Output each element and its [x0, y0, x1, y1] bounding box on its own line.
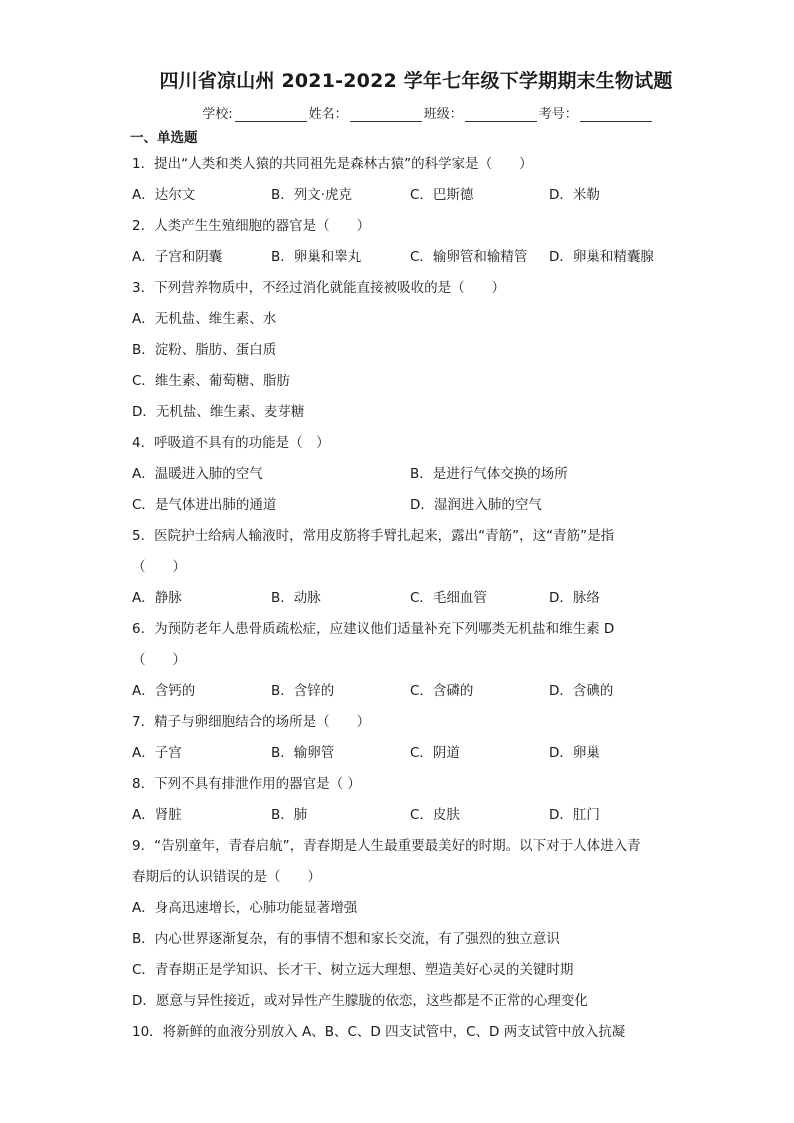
question-stem: （ ） — [132, 559, 186, 575]
question-stem: 4．呼吸道不具有的功能是（ ） — [132, 435, 330, 451]
school-field[interactable]: 学校: — [202, 103, 306, 122]
answer-option[interactable]: B．动脉 — [271, 590, 321, 606]
question-stem: 3．下列营养物质中，不经过消化就能直接被吸收的是（ ） — [132, 280, 506, 296]
question-stem: 8．下列不具有排泄作用的器官是（ ） — [132, 776, 361, 792]
answer-option[interactable]: C．维生素、葡萄糖、脂肪 — [132, 373, 290, 389]
question-list — [132, 156, 694, 1055]
question-stem: 6．为预防老年人患骨质疏松症，应建议他们适量补充下列哪类无机盐和维生素 D — [132, 621, 615, 637]
question-stem: 7．精子与卵细胞结合的场所是（ ） — [132, 714, 371, 730]
answer-option[interactable]: C．皮肤 — [410, 807, 460, 823]
answer-option[interactable]: D．米勒 — [549, 187, 600, 203]
answer-option[interactable]: A．子宫和阴囊 — [132, 249, 223, 265]
answer-option[interactable]: B．列文·虎克 — [271, 187, 353, 203]
answer-option[interactable]: A．子宫 — [132, 745, 182, 761]
question-stem: 2．人类产生生殖细胞的器官是（ ） — [132, 218, 371, 234]
question-stem: 9．“告别童年，青春启航”，青春期是人生最重要最美好的时期。以下对于人体进入青 — [132, 838, 641, 854]
class-field[interactable]: 班级： — [424, 103, 537, 122]
answer-option[interactable]: A．肾脏 — [132, 807, 182, 823]
answer-option[interactable]: D．无机盐、维生素、麦芽糖 — [132, 404, 305, 420]
question-stem: 1．提出“人类和类人猿的共同祖先是森林古猿”的科学家是（ ） — [132, 156, 533, 172]
answer-option[interactable]: D．卵巢 — [549, 745, 600, 761]
option-row — [132, 497, 694, 514]
answer-option[interactable]: D．愿意与异性接近，或对异性产生朦胧的依恋，这些都是不正常的心理变化 — [132, 993, 588, 1009]
name-field[interactable]: 姓名： — [309, 103, 422, 122]
option-row — [132, 590, 694, 607]
answer-option[interactable]: D．肛门 — [549, 807, 600, 823]
answer-option[interactable]: C．巴斯德 — [410, 187, 474, 203]
question-stem: 5．医院护士给病人输液时，常用皮筋将手臂扎起来，露出“青筋”，这“青筋”是指 — [132, 528, 615, 544]
answer-option[interactable]: A．达尔文 — [132, 187, 196, 203]
page-title: 四川省凉山州 2021-2022 学年七年级下学期期末生物试题 — [159, 70, 673, 92]
answer-option[interactable]: B．内心世界逐渐复杂，有的事情不想和家长交流，有了强烈的独立意识 — [132, 931, 560, 947]
answer-option[interactable]: C．是气体进出肺的通道 — [132, 497, 277, 513]
answer-option[interactable]: A．身高迅速增长，心肺功能显著增强 — [132, 900, 358, 916]
number-field[interactable]: 考号： — [539, 103, 652, 122]
answer-option[interactable]: B．卵巢和睾丸 — [271, 249, 362, 265]
answer-option[interactable]: C．阴道 — [410, 745, 460, 761]
answer-option[interactable]: D．卵巢和精囊腺 — [549, 249, 654, 265]
answer-option[interactable]: D．含碘的 — [549, 683, 614, 699]
answer-option[interactable]: B．肺 — [271, 807, 308, 823]
option-row — [132, 745, 694, 762]
option-row — [132, 466, 694, 483]
answer-option[interactable]: C．毛细血管 — [410, 590, 487, 606]
question-stem: 10．将新鲜的血液分别放入 A、B、C、D 四支试管中，C、D 两支试管中放入抗凝 — [132, 1024, 626, 1040]
answer-option[interactable]: A．温暖进入肺的空气 — [132, 466, 263, 482]
answer-option[interactable]: B．输卵管 — [271, 745, 335, 761]
answer-option[interactable]: C．青春期正是学知识、长才干、树立远大理想、塑造美好心灵的关键时期 — [132, 962, 574, 978]
option-row — [132, 807, 694, 824]
option-row — [132, 187, 694, 204]
answer-option[interactable]: C．含磷的 — [410, 683, 474, 699]
answer-option[interactable]: D．湿润进入肺的空气 — [410, 497, 542, 513]
answer-option[interactable]: A．静脉 — [132, 590, 182, 606]
student-info-line — [132, 103, 694, 122]
section-heading: 一、单选题 — [130, 130, 198, 146]
question-stem: （ ） — [132, 652, 186, 668]
answer-option[interactable]: B．淀粉、脂肪、蛋白质 — [132, 342, 277, 358]
option-row — [132, 249, 694, 266]
answer-option[interactable]: B．是进行气体交换的场所 — [410, 466, 568, 482]
answer-option[interactable]: C．输卵管和输精管 — [410, 249, 528, 265]
answer-option[interactable]: A．无机盐、维生素、水 — [132, 311, 277, 327]
question-stem: 春期后的认识错误的是（ ） — [132, 869, 321, 885]
option-row — [132, 683, 694, 700]
answer-option[interactable]: D．脉络 — [549, 590, 600, 606]
answer-option[interactable]: B．含锌的 — [271, 683, 335, 699]
answer-option[interactable]: A．含钙的 — [132, 683, 196, 699]
